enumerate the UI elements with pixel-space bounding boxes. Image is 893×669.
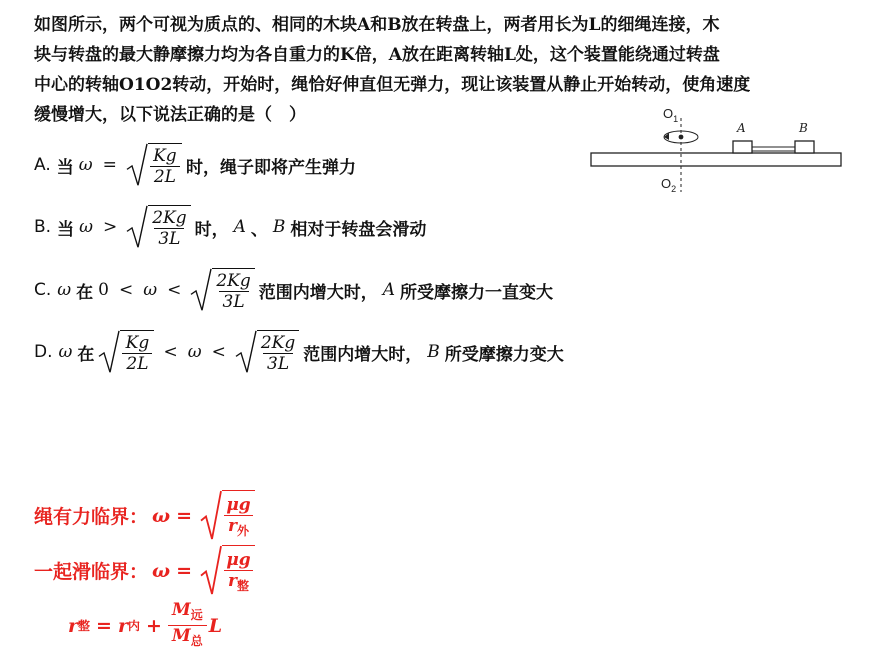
length-symbol: L bbox=[208, 614, 223, 637]
sqrt-expression bbox=[200, 490, 255, 541]
fraction-denominator: 2L bbox=[150, 166, 180, 187]
option-c-text-end: 所受摩擦力一直变大 bbox=[400, 282, 554, 303]
omega-symbol: ω bbox=[152, 559, 171, 582]
option-b-pre: 当 bbox=[57, 219, 75, 240]
label-a: A bbox=[737, 121, 746, 135]
sqrt-expression-upper bbox=[235, 330, 299, 374]
fraction-numerator: 2Kg bbox=[260, 333, 296, 353]
question-line-1: 如图所示，两个可视为质点的、相同的木块A和B放在转盘上，两者用长为L的细绳连接，木 bbox=[34, 15, 720, 35]
fraction-denominator: 3L bbox=[154, 228, 184, 249]
subscript: 内 bbox=[127, 619, 140, 633]
fraction-numerator: 2Kg bbox=[152, 208, 187, 228]
radius-symbol: r bbox=[117, 614, 128, 637]
radius-symbol: r bbox=[228, 571, 237, 591]
option-a-letter: A. bbox=[34, 155, 51, 175]
omega-symbol: ω bbox=[143, 280, 158, 300]
fraction-numerator: Kg bbox=[125, 333, 150, 353]
note-radius-formula bbox=[68, 600, 222, 651]
note-slide-critical bbox=[34, 545, 259, 596]
relation-symbol: < bbox=[118, 280, 134, 300]
omega-symbol: ω bbox=[58, 342, 73, 362]
omega-symbol: ω bbox=[57, 280, 72, 300]
label-o2: $O_2$ bbox=[661, 176, 677, 194]
option-c-zai: 在 bbox=[76, 282, 94, 303]
block-b bbox=[795, 141, 814, 153]
radius-symbol: r bbox=[68, 614, 79, 637]
sqrt-expression bbox=[126, 205, 190, 249]
omega-symbol: ω bbox=[79, 217, 93, 237]
note-label: 绳有力临界： bbox=[34, 506, 149, 528]
note-label: 一起滑临界： bbox=[34, 561, 149, 583]
plus-symbol: + bbox=[145, 614, 162, 637]
fraction-numerator: μg bbox=[226, 550, 251, 570]
equals-symbol: = bbox=[96, 614, 112, 637]
question-line-2: 块与转盘的最大静摩擦力均为各自重力的K倍，A放在距离转轴L处，这个装置能绕通过转盘 bbox=[34, 45, 720, 65]
subscript: 整 bbox=[237, 579, 250, 593]
fraction-numerator: μg bbox=[226, 495, 251, 515]
note-rope-critical bbox=[34, 490, 259, 541]
relation-symbol: > bbox=[102, 217, 118, 237]
turntable-diagram bbox=[585, 100, 850, 195]
option-d-letter: D. bbox=[34, 342, 53, 362]
option-b[interactable] bbox=[34, 205, 426, 249]
option-b-text-end: 相对于转盘会滑动 bbox=[290, 219, 427, 240]
sqrt-expression bbox=[200, 545, 255, 596]
option-c-text: 范围内增大时， bbox=[258, 282, 378, 303]
mass-ratio bbox=[168, 600, 207, 651]
lower-bound: 0 bbox=[98, 280, 109, 300]
option-b-letter: B. bbox=[34, 217, 52, 237]
block-a-symbol: A bbox=[233, 217, 246, 237]
relation-symbol: < bbox=[163, 342, 178, 362]
block-b-symbol: B bbox=[427, 342, 440, 362]
omega-symbol: ω bbox=[152, 504, 171, 527]
subscript: 整 bbox=[78, 619, 91, 633]
equals-symbol: = bbox=[176, 559, 193, 582]
radius-symbol: r bbox=[228, 516, 237, 536]
sqrt-expression bbox=[126, 143, 182, 187]
fraction-numerator: Kg bbox=[153, 146, 177, 166]
block-a-symbol: A bbox=[382, 280, 396, 300]
fraction-numerator: 2Kg bbox=[216, 271, 251, 291]
option-d-zai: 在 bbox=[77, 344, 95, 365]
option-a-text: 时，绳子即将产生弹力 bbox=[185, 157, 356, 178]
subscript: 远 bbox=[190, 608, 203, 622]
fraction-denominator: 3L bbox=[263, 353, 293, 374]
option-c-letter: C. bbox=[34, 280, 52, 300]
option-d-text-end: 所受摩擦力变大 bbox=[444, 344, 564, 365]
subscript: 外 bbox=[237, 524, 250, 538]
sqrt-expression bbox=[190, 268, 254, 312]
sqrt-expression-lower bbox=[98, 330, 154, 374]
block-b-symbol: B bbox=[272, 217, 286, 237]
option-c[interactable] bbox=[34, 268, 553, 312]
turntable-bar bbox=[591, 153, 841, 166]
question-line-3: 中心的转轴O1O2转动，开始时，绳恰好伸直但无弹力，现让该装置从静止开始转动，使角速度 bbox=[34, 75, 751, 95]
option-d[interactable] bbox=[34, 330, 564, 374]
label-b: B bbox=[799, 121, 808, 135]
mass-symbol: M bbox=[171, 626, 191, 646]
fraction-denominator: 2L bbox=[122, 353, 152, 374]
equals-symbol: = bbox=[176, 504, 193, 527]
option-a[interactable] bbox=[34, 143, 356, 187]
label-o1: $O_1$ bbox=[663, 106, 679, 124]
relation-symbol: = bbox=[102, 155, 117, 175]
omega-symbol: ω bbox=[78, 155, 93, 175]
option-a-pre: 当 bbox=[56, 157, 74, 178]
question-line-4: 缓慢增大，以下说法正确的是（ ） bbox=[34, 105, 306, 125]
separator: 、 bbox=[250, 219, 268, 240]
option-b-text: 时， bbox=[194, 219, 229, 240]
fraction-denominator: 3L bbox=[219, 291, 249, 312]
omega-symbol: ω bbox=[187, 342, 202, 362]
subscript: 总 bbox=[190, 634, 203, 648]
relation-symbol: < bbox=[167, 280, 182, 300]
relation-symbol: < bbox=[211, 342, 226, 362]
block-a bbox=[733, 141, 752, 153]
option-d-text: 范围内增大时， bbox=[303, 344, 423, 365]
mass-symbol: M bbox=[171, 600, 191, 620]
